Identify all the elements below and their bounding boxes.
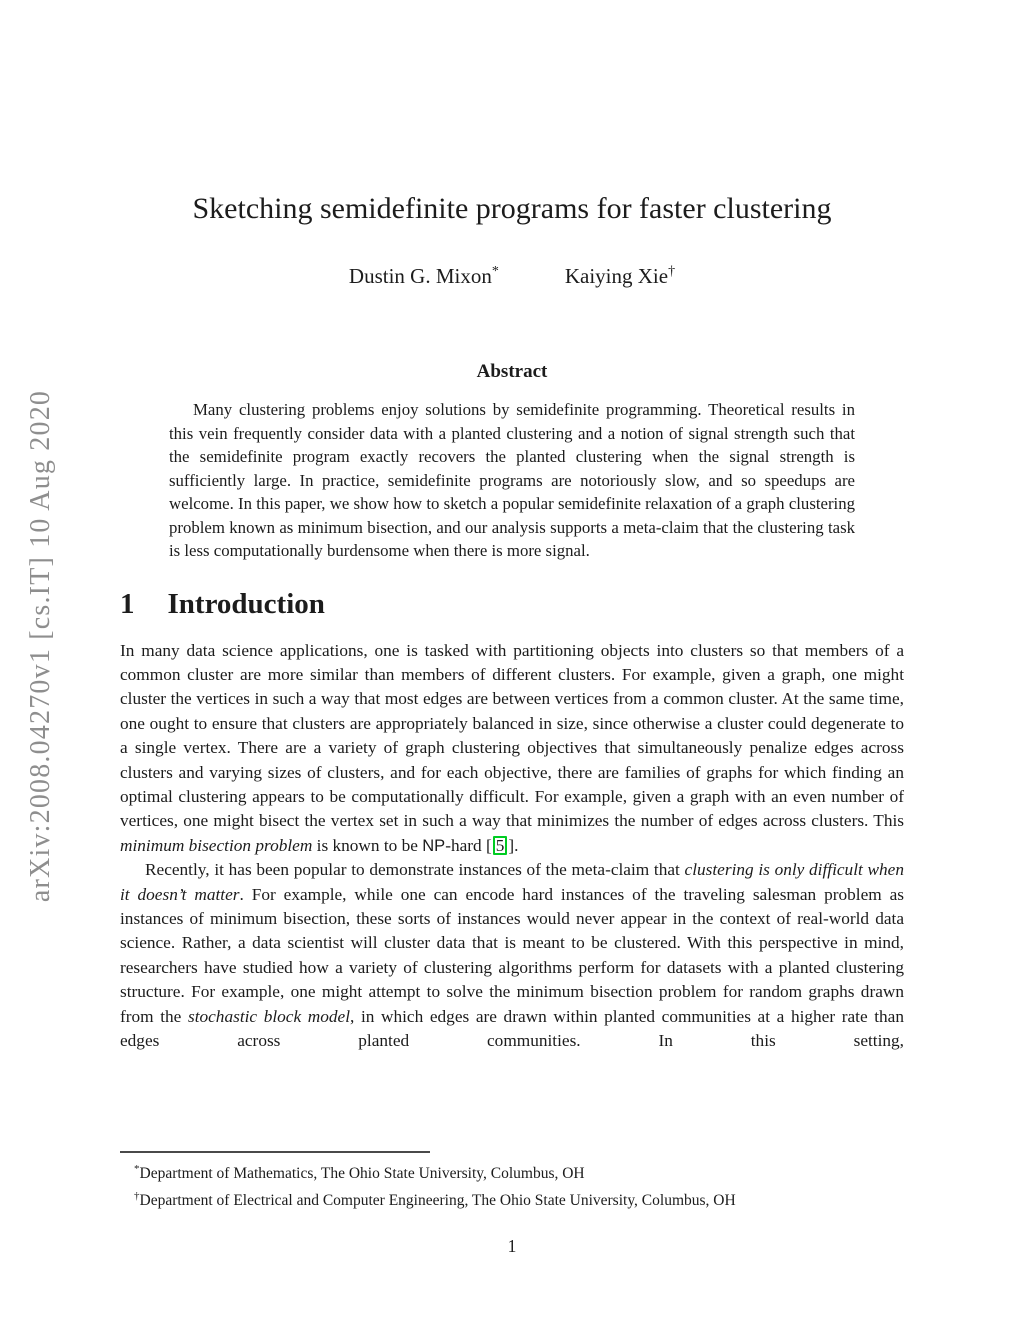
text-segment: NP xyxy=(422,836,446,855)
footnote-block xyxy=(120,1151,904,1213)
footnote: *Department of Mathematics, The Ohio State University, Columbus, OH xyxy=(134,1163,585,1183)
author-footnote-marker: * xyxy=(491,264,499,279)
body-text xyxy=(120,639,904,1054)
paragraph: In many data science applications, one is tasked with partitioning objects into clusters so that members of a common cluster are more similar than members of different clusters. For example, given a graph, one might cluster the vertices in such a way that most edges are between vertices from a common cluster. At the same time, one ought to ensure that clusters are appropriately balanced in size, since otherwise a cluster could degenerate to a single vertex. There are a variety of graph clustering objectives that simultaneously penalize edges across clusters and varying sizes of clusters, and for each objective, there are families of graphs for which finding an optimal clustering appears to be computationally difficult. For example, given a graph with an even number of vertices, one might bisect the vertex set in such a way that minimizes the number of edges across clusters. This minimum bisection problem is known to be NP-hard [ 5 ]. xyxy=(120,640,904,855)
citation-link-5[interactable]: 5 xyxy=(493,836,508,855)
text-segment: minimum bisection problem xyxy=(120,835,313,855)
text-segment: , in which edges are drawn within planted communities at a higher rate than edges across planted communities. In this setting, xyxy=(120,1006,904,1050)
abstract-text: Many clustering problems enjoy solutions by semidefinite programming. Theoretical results in this vein frequently consider data with a planted clustering and a notion of signal strength such that the semidefinite program exactly recovers the planted clustering when the signal strength is sufficiently large. In practice, semidefinite programs are notoriously slow, and so speedups are welcome. In this paper, we show how to sketch a popular semidefinite relaxation of a graph clustering problem known as minimum bisection, and our analysis supports a meta-claim that the clustering task is less computationally burdensome when there is more signal. xyxy=(169,400,855,560)
author-name: Kaiying Xie† xyxy=(564,264,676,288)
arxiv-watermark: arXiv:2008.04270v1 [cs.IT] 10 Aug 2020 xyxy=(25,389,56,903)
footnote: †Department of Electrical and Computer Engineering, The Ohio State University, Columbus, OH xyxy=(134,1190,736,1210)
abstract-heading: Abstract xyxy=(476,361,548,382)
paragraph xyxy=(120,858,904,1053)
page-number: 1 xyxy=(507,1236,517,1256)
text-segment: clustering is only difficult when it doesn’t matter xyxy=(120,860,904,904)
text-segment: . xyxy=(514,835,519,855)
author-footnote-marker: † xyxy=(668,264,676,279)
section-title: Introduction xyxy=(167,587,325,620)
paper-title: Sketching semidefinite programs for faster clustering xyxy=(192,192,832,225)
text-segment: In many data science applications, one is tasked with partitioning objects into clusters so that members of a common cluster are more similar than members of different clusters. For example, given a graph, one might cluster the vertices in such a way that most edges are between vertices from a common cluster. At the same time, one ought to ensure that clusters are appropriately balanced in size, since otherwise a cluster could degenerate to a single vertex. There are a variety of graph clustering objectives that simultaneously penalize edges across clusters and varying sizes of clusters, and for each objective, there are families of graphs for which finding an optimal clustering appears to be computationally difficult. For example, given a graph with an even number of vertices, one might bisect the vertex set in such a way that minimizes the number of edges across clusters. This xyxy=(120,640,904,831)
footnote-marker: * xyxy=(134,1163,140,1175)
text-segment: Recently, it has been popular to demonstrate instances of the meta-claim that xyxy=(145,860,685,880)
text-segment: is known to be xyxy=(312,835,423,855)
text-segment: -hard xyxy=(445,835,486,855)
author-list xyxy=(0,258,1024,290)
author-name: Dustin G. Mixon* xyxy=(348,264,499,288)
section-heading xyxy=(120,589,1024,619)
text-segment: stochastic block model xyxy=(187,1006,350,1026)
footnote-rule xyxy=(120,1151,430,1153)
section-number: 1 xyxy=(120,587,135,620)
footnote-marker: † xyxy=(134,1190,140,1203)
text-segment: . For example, while one can encode hard instances of the traveling salesman problem as instances of minimum bisection, these sorts of instances would never appear in the context of real-world data science. Rather, a data scientist will cluster data that is meant to be clustered. With this perspective in mind, researchers have studied how a variety of clustering algorithms perform for datasets with a planted clustering structure. For example, one might attempt to solve the minimum bisection problem for random graphs drawn from the xyxy=(120,884,904,1026)
